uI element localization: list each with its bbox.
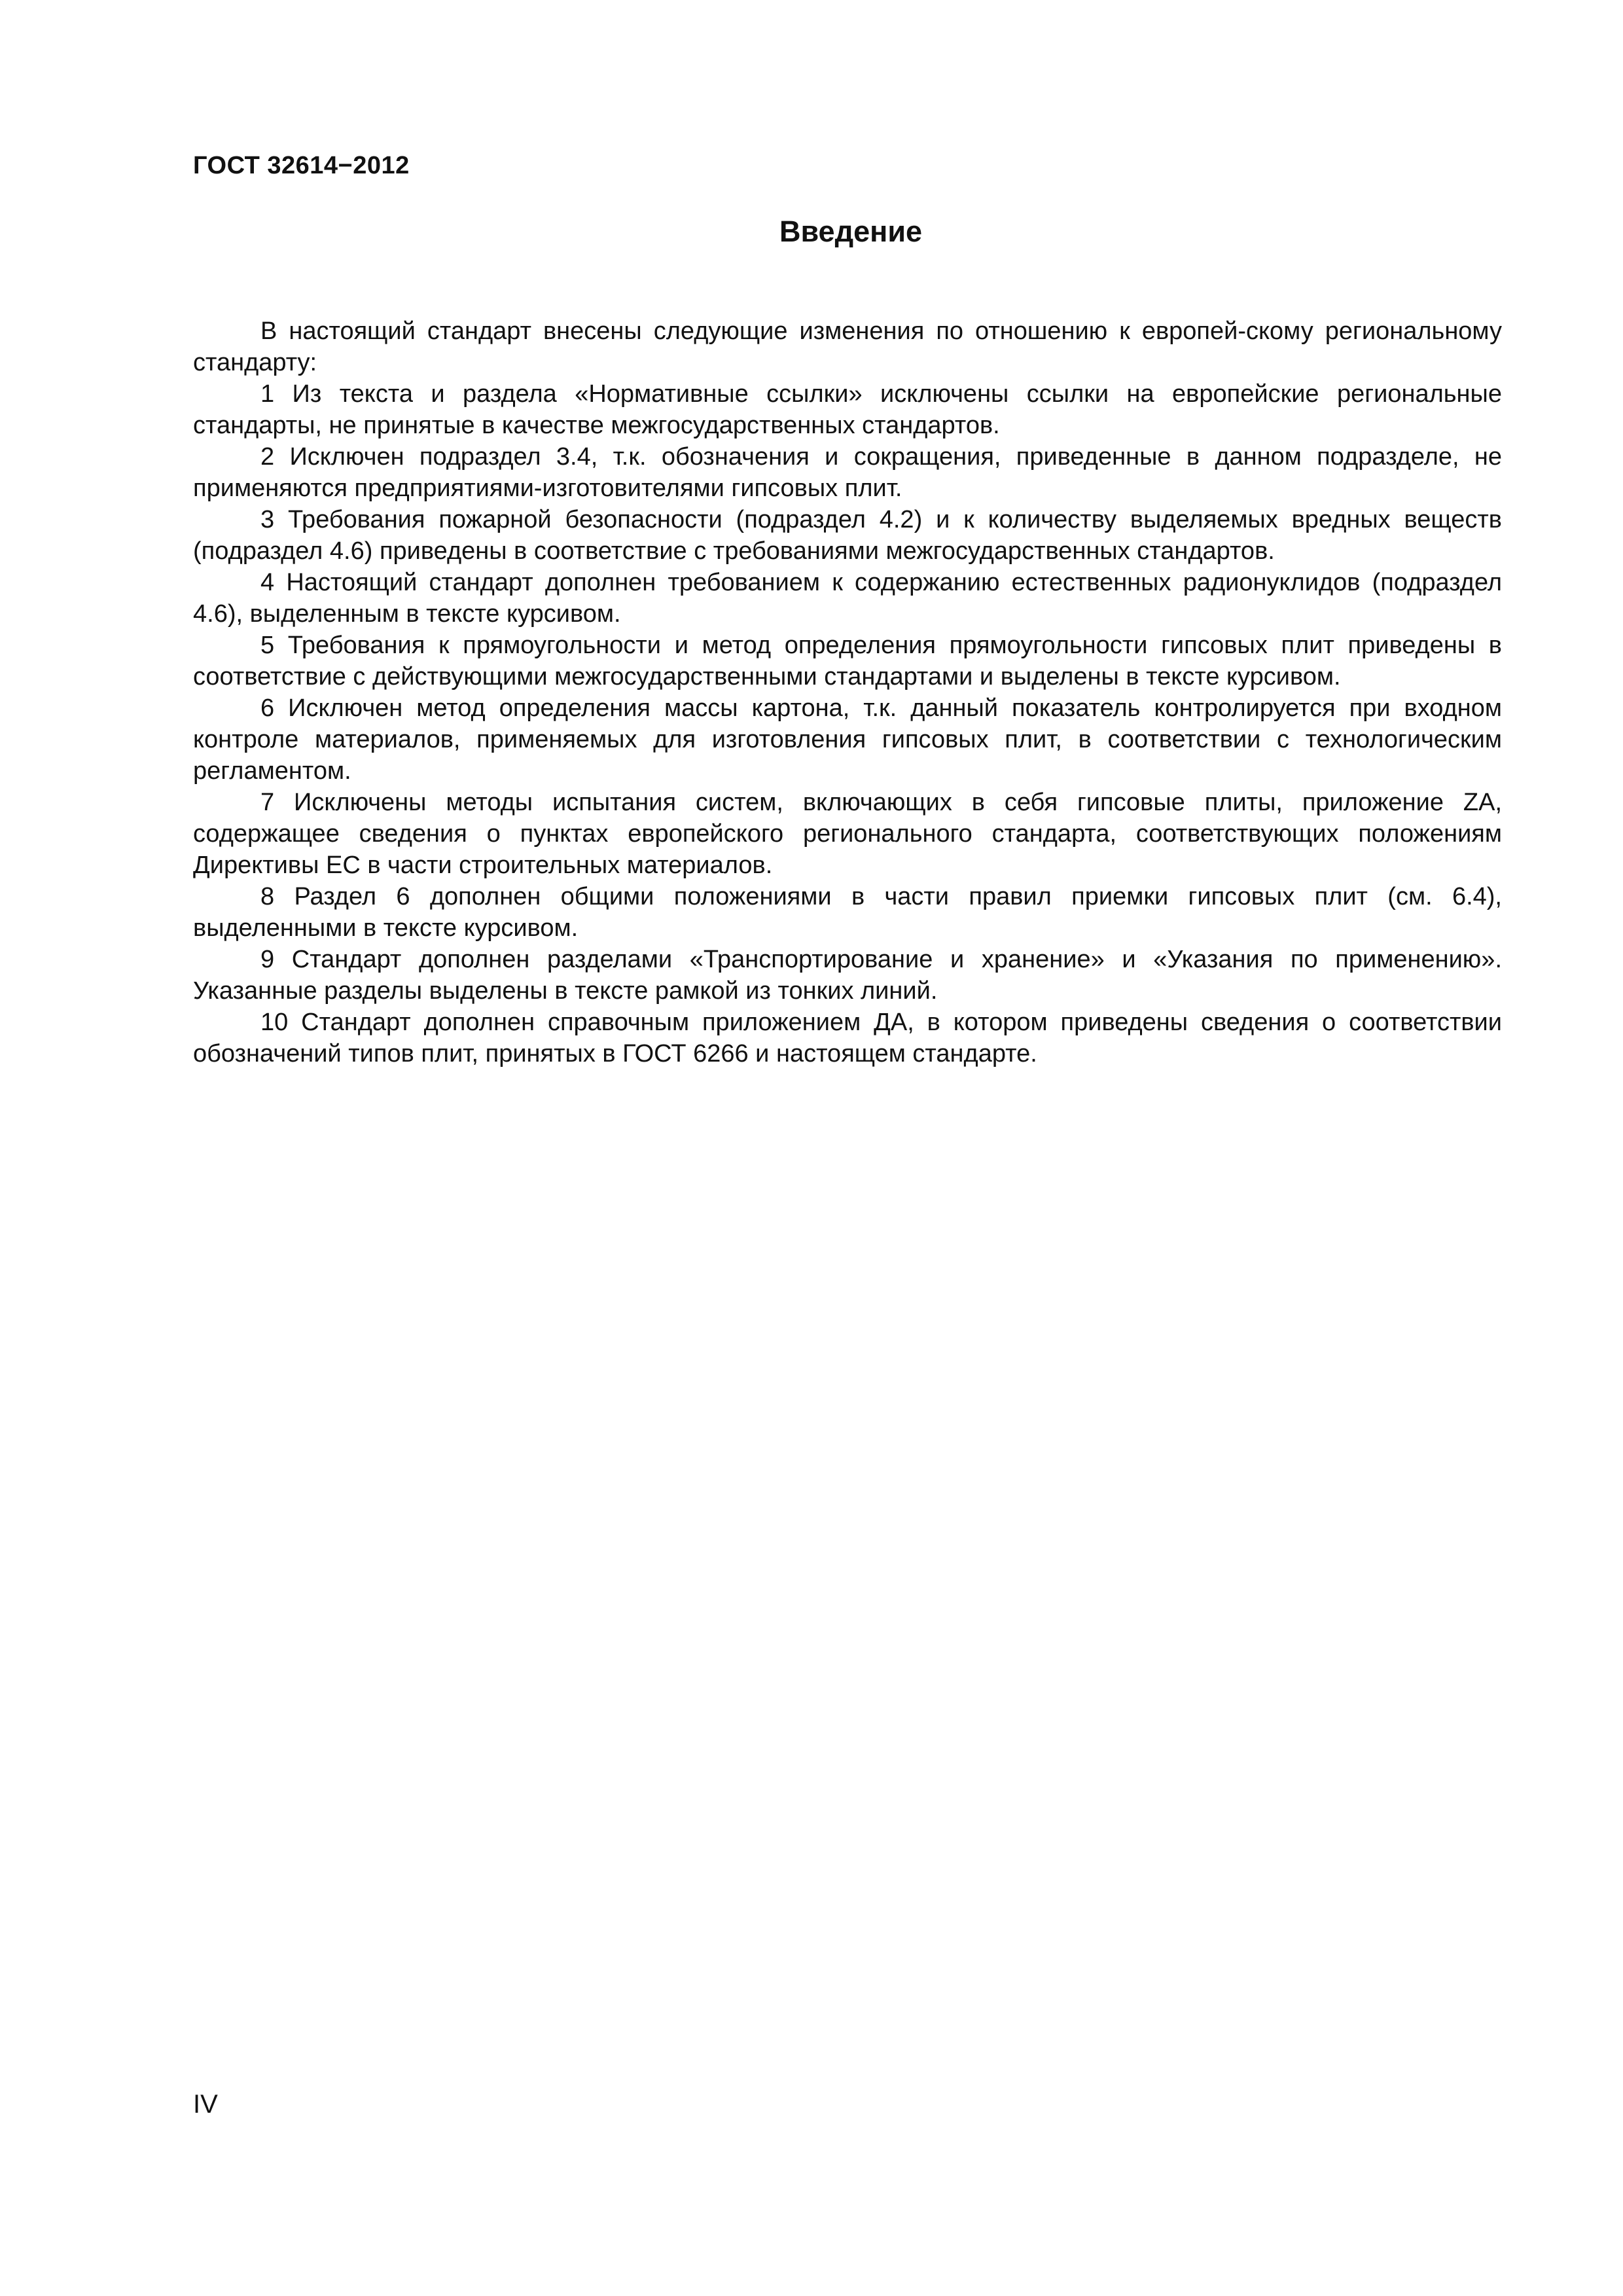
paragraph-item-3: 3 Требования пожарной безопасности (подраздел 4.2) и к количеству выделяемых вредных веществ (подраздел 4.6) приведены в соответствие с требованиями межгосударственных стандартов.	[193, 506, 1502, 565]
body-text	[193, 315, 1502, 1069]
paragraph-item-1: 1 Из текста и раздела «Нормативные ссылки» исключены ссылки на европейские региональные стандарты, не принятые в качестве межгосударственных стандартов.	[193, 380, 1502, 439]
paragraph-item-8: 8 Раздел 6 дополнен общими положениями в части правил приемки гипсовых плит (см. 6.4), выделенными в тексте курсивом.	[193, 883, 1502, 942]
document-id-header: ГОСТ 32614−2012	[193, 152, 410, 179]
paragraph-item-5: 5 Требования к прямоугольности и метод определения прямоугольности гипсовых плит приведены в соответствие с действующими межгосударственными стандартами и выделены в тексте курсивом.	[193, 632, 1502, 691]
paragraph-item-7: 7 Исключены методы испытания систем, включающих в себя гипсовые плиты, приложение ZA, содержащее сведения о пунктах европейского регионального стандарта, соответствующих положениям Директивы ЕС в части строительных материалов.	[193, 789, 1502, 879]
paragraph-intro: В настоящий стандарт внесены следующие изменения по отношению к европей-скому региональному стандарту:	[193, 317, 1502, 376]
paragraph-item-6: 6 Исключен метод определения массы картона, т.к. данный показатель контролируется при входном контроле материалов, применяемых для изготовления гипсовых плит, в соответствии с технологическим регламентом.	[193, 694, 1502, 785]
paragraph-item-10: 10 Стандарт дополнен справочным приложением ДА, в котором приведены сведения о соответствии обозначений типов плит, принятых в ГОСТ 6266 и настоящем стандарте.	[193, 1009, 1502, 1067]
paragraph-item-9: 9 Стандарт дополнен разделами «Транспортирование и хранение» и «Указания по применению». Указанные разделы выделены в тексте рамкой из тонких линий.	[193, 946, 1502, 1005]
page-number: IV	[193, 2090, 218, 2119]
section-title: Введение	[779, 215, 923, 248]
paragraph-item-4: 4 Настоящий стандарт дополнен требованием к содержанию естественных радионуклидов (подраздел 4.6), выделенным в тексте курсивом.	[193, 569, 1502, 628]
paragraph-item-2: 2 Исключен подраздел 3.4, т.к. обозначения и сокращения, приведенные в данном подразделе, не применяются предприятиями-изготовителями гипсовых плит.	[193, 443, 1502, 502]
